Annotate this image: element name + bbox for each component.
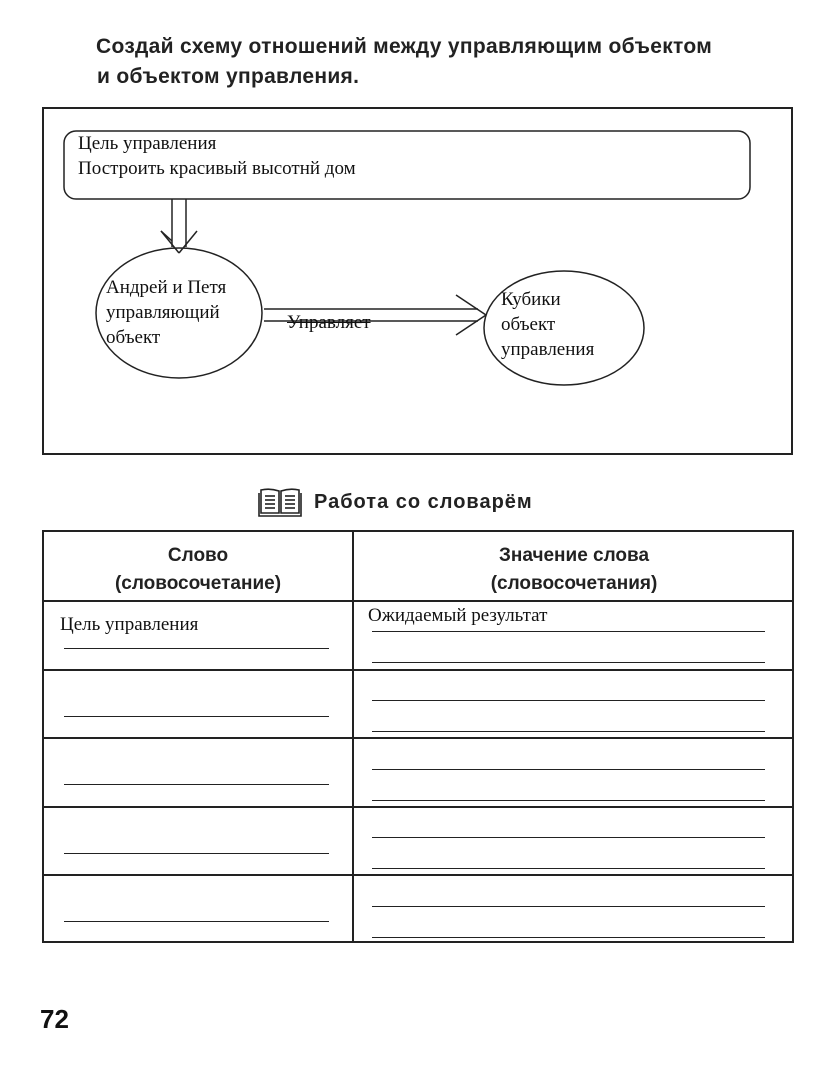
meaning-line[interactable] (372, 769, 765, 770)
header-meaning (354, 542, 794, 598)
word-line[interactable] (64, 853, 329, 854)
task-instruction (96, 32, 806, 92)
word-line[interactable] (64, 921, 329, 922)
row-separator (44, 806, 792, 808)
manager-object: объект (106, 327, 161, 348)
meaning-line[interactable] (372, 906, 765, 907)
goal-text: Построить красивый высотнй дом (78, 158, 356, 179)
row1-meaning: Ожидаемый результат (368, 605, 548, 626)
meaning-line[interactable] (372, 662, 765, 663)
down-arrow (161, 199, 197, 253)
header-word (44, 542, 352, 598)
header-meaning-line1: Значение слова (498, 545, 650, 566)
meaning-line[interactable] (372, 837, 765, 838)
open-book-icon (258, 487, 302, 517)
word-line[interactable] (64, 716, 329, 717)
row-separator (44, 669, 792, 671)
header-word-line1: Слово (167, 545, 229, 566)
meaning-line[interactable] (372, 700, 765, 701)
header-word-line2: (словосочетание) (114, 573, 282, 594)
section-heading: Работа со словарём (314, 490, 533, 513)
row-separator (44, 600, 792, 602)
section-title (258, 486, 533, 518)
task-line-2: и объектом управления. (97, 65, 360, 88)
goal-heading: Цель управления (78, 133, 217, 154)
meaning-line[interactable] (372, 800, 765, 801)
header-meaning-line2: (словосочетания) (490, 573, 658, 594)
managed-name: Кубики (501, 289, 561, 310)
manager-name: Андрей и Петя (106, 277, 227, 298)
vocabulary-table (42, 530, 794, 943)
row-separator (44, 737, 792, 739)
arrow-label: Управляет (287, 312, 371, 333)
row1-word: Цель управления (60, 614, 199, 635)
meaning-line[interactable] (372, 631, 765, 632)
task-line-1: Создай схему отношений между управляющим объектом (96, 35, 713, 58)
managed-role: управления (501, 339, 595, 360)
meaning-line[interactable] (372, 731, 765, 732)
word-line[interactable] (64, 648, 329, 649)
word-line[interactable] (64, 784, 329, 785)
row-separator (44, 874, 792, 876)
manager-role: управляющий (106, 302, 220, 323)
diagram-box (42, 107, 793, 455)
meaning-line[interactable] (372, 937, 765, 938)
managed-object: объект (501, 314, 556, 335)
meaning-line[interactable] (372, 868, 765, 869)
page-number: 72 (40, 1004, 69, 1034)
